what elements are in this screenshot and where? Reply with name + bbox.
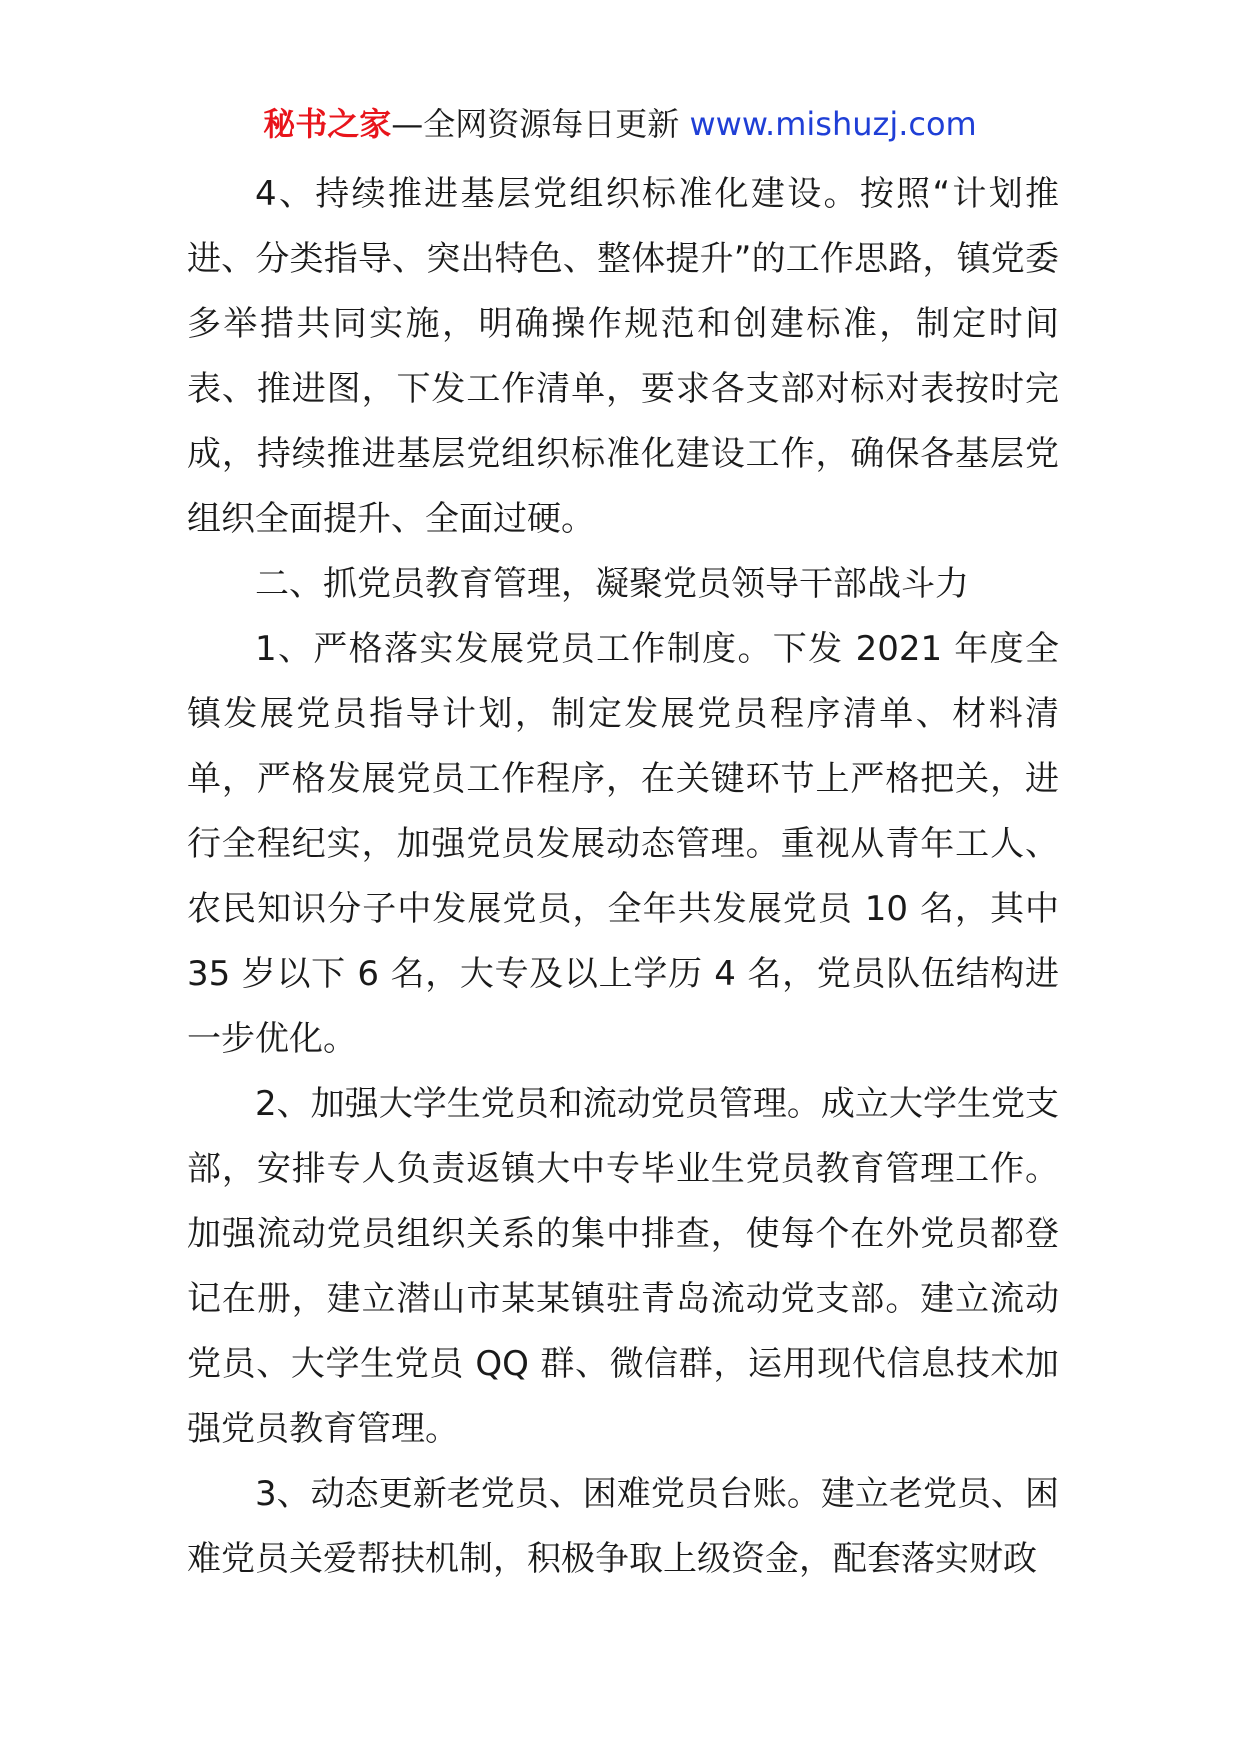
paragraph-elderly-needy-members: 3、动态更新老党员、困难党员台账。建立老党员、困难党员关爱帮扶机制，积极争取上级资金，配套落实财政 xyxy=(187,1474,1059,1579)
brand-name: 秘书之家 xyxy=(263,105,392,143)
header-tagline: —全网资源每日更新 xyxy=(391,105,690,143)
header-url[interactable]: www.mishuzj.com xyxy=(689,105,977,143)
paragraph-standardization: 4、持续推进基层党组织标准化建设。按照“计划推进、分类指导、突出特色、整体提升”的工作思路，镇党委多举措共同实施，明确操作规范和创建标准，制定时间表、推进图，下发工作清单，要求各支部对标对表按时完成，持续推进基层党组织标准化建设工作，确保各基层党组织全面提升、全面过硬。 xyxy=(187,174,1059,539)
paragraph-student-mobile-members: 2、加强大学生党员和流动党员管理。成立大学生党支部，安排专人负责返镇大中专毕业生党员教育管理工作。加强流动党员组织关系的集中排查，使每个在外党员都登记在册，建立潜山市某某镇驻青岛流动党支部。建立流动党员、大学生党员 QQ 群、微信群，运用现代信息技术加强党员教育管理。 xyxy=(187,1084,1059,1449)
document-body xyxy=(187,162,1059,1592)
section-heading-party-member-education: 二、抓党员教育管理，凝聚党员领导干部战斗力 xyxy=(255,564,969,604)
paragraph-member-development: 1、严格落实发展党员工作制度。下发 2021 年度全镇发展党员指导计划，制定发展党员程序清单、材料清单，严格发展党员工作程序，在关键环节上严格把关，进行全程纪实，加强党员发展动态管理。重视从青年工人、农民知识分子中发展党员，全年共发展党员 10 名，其中 35 岁以下 6 名，大专及以上学历 4 名，党员队伍结构进一步优化。 xyxy=(187,629,1059,1059)
page-header xyxy=(0,100,1240,148)
